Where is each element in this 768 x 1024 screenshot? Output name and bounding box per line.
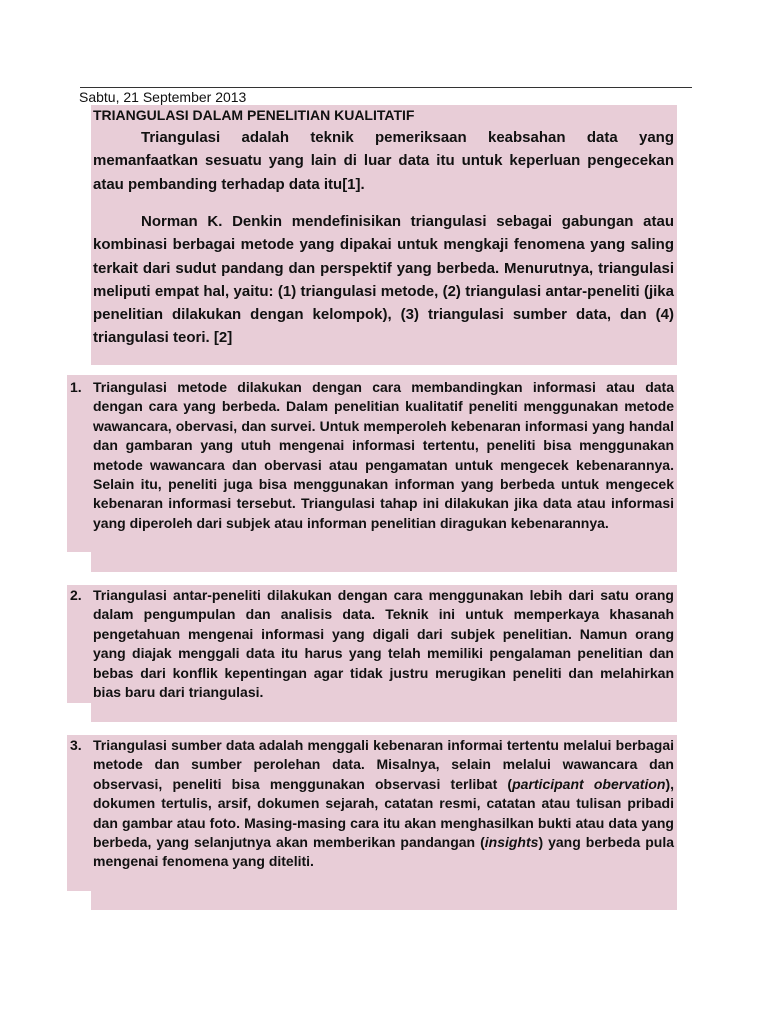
item-3-text-part-b: ), dokumen tertulis, arsif, dokumen sejarah, catatan resmi, catatan atau tulisan pribadi dan gambar atau foto. Masing-masing cara itu akan menghasilkan bukti atau data yang berbeda, yang selanjutnya akan memberikan pandangan (	[93, 775, 675, 851]
article-title: TRIANGULASI DALAM PENELITIAN KUALITATIF	[93, 107, 415, 123]
item-3-emphasis-participant: participant obervation	[512, 775, 666, 792]
item-1-number: 1.	[70, 379, 82, 395]
item-1-highlight-tail	[91, 552, 677, 572]
item-1-text: Triangulasi metode dilakukan dengan cara membandingkan informasi atau data dengan cara yang berbeda. Dalam penelitian kualitatif peneliti menggunakan metode wawancara, obervasi, dan survei. Untuk memperoleh kebenaran informasi yang handal dan gambaran yang utuh mengenai informasi tertentu, peneliti bisa menggunakan metode wawancara dan obervasi atau pengamatan untuk mengecek kebenarannya. Selain itu, peneliti juga bisa menggunakan informan yang berbeda untuk mengecek kebenaran informasi tersebut. Triangulasi tahap ini dilakukan jika data atau informasi yang diperoleh dari subjek atau informan penelitian diragukan kebenarannya.	[93, 379, 674, 531]
item-2-highlight-tail	[91, 703, 677, 722]
intro-paragraph-2	[93, 210, 674, 350]
item-3-number: 3.	[70, 737, 82, 753]
item-3-text-part-c: ) yang berbeda pula mengenai fenomena yang diteliti.	[93, 834, 675, 870]
item-3-text-part-a: Triangulasi sumber data adalah menggali kebenaran informai tertentu melalui berbagai metode dan sumber perolehan data. Misalnya, selain melalui wawancara dan observasi, peneliti bisa menggunakan observasi terlibat (	[93, 737, 674, 792]
item-3-emphasis-insights: insights	[484, 834, 539, 851]
item-3-highlight-tail	[91, 891, 677, 910]
item-3-text	[93, 736, 674, 872]
post-date: Sabtu, 21 September 2013	[79, 89, 247, 105]
intro-paragraph-1	[93, 126, 674, 196]
header-rule	[80, 87, 692, 88]
intro-paragraph-2-text: Norman K. Denkin mendefinisikan triangulasi sebagai gabungan atau kombinasi berbagai metode yang dipakai untuk mengkaji fenomena yang saling terkait dari sudut pandang dan perspektif yang berbeda. Menurutnya, triangulasi meliputi empat hal, yaitu: (1) triangulasi metode, (2) triangulasi antar-peneliti (jika penelitian dilakukan dengan kelompok), (3) triangulasi sumber data, dan (4) triangulasi teori. [2]	[93, 213, 674, 347]
item-2-number: 2.	[70, 587, 82, 603]
intro-paragraph-1-text: Triangulasi adalah teknik pemeriksaan keabsahan data yang memanfaatkan sesuatu yang lain di luar data itu untuk keperluan pengecekan atau pembanding terhadap data itu[1].	[93, 129, 674, 193]
item-2-text: Triangulasi antar-peneliti dilakukan dengan cara menggunakan lebih dari satu orang dalam pengumpulan dan analisis data. Teknik ini untuk memperkaya khasanah pengetahuan mengenai informasi yang digali dari subjek penelitian. Namun orang yang diajak menggali data itu harus yang telah memiliki pengalaman penelitian dan bebas dari konflik kepentingan agar tidak justru merugikan peneliti dan melahirkan bias baru dari triangulasi.	[93, 587, 674, 701]
